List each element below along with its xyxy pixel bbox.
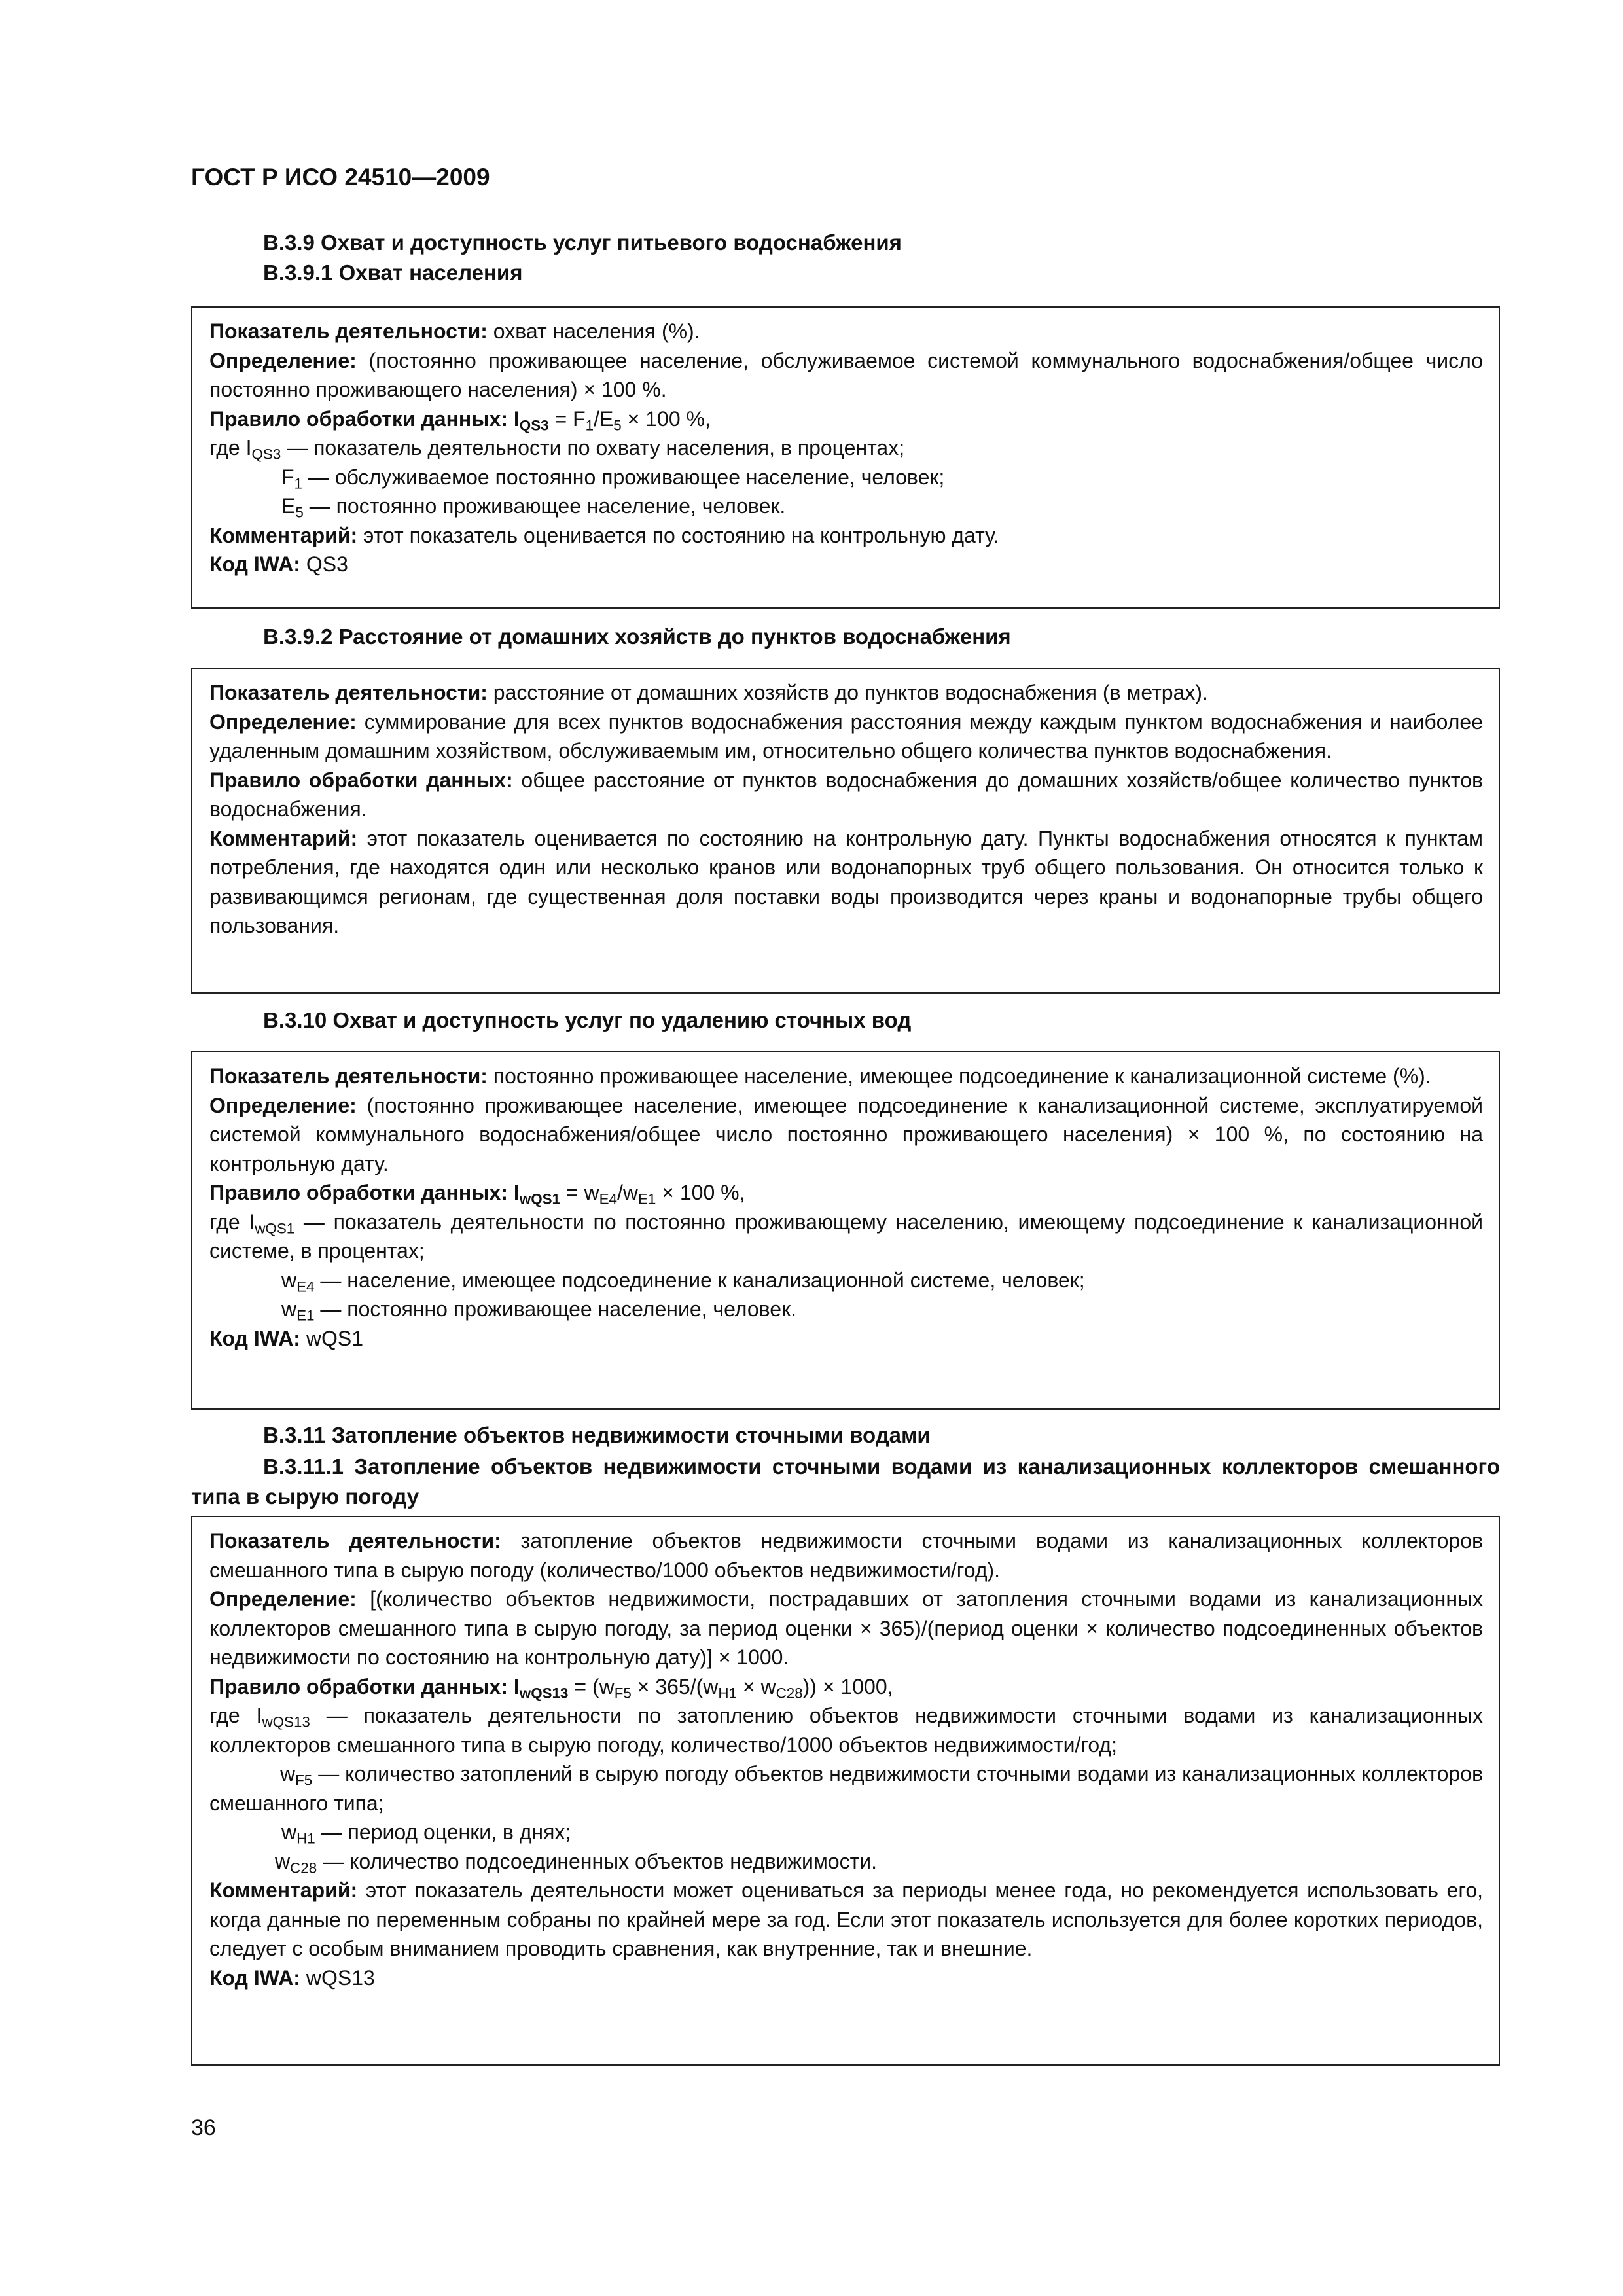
section-heading-b39: В.3.9 Охват и доступность услуг питьевого водоснабжения [263, 230, 902, 255]
label-iwa-code: Код IWA: [209, 1326, 300, 1350]
section-heading-b3111: В.3.11.1 Затопление объектов недвижимости сточными водами из канализационных коллекторов смешанного типа в сырую погоду [191, 1454, 1500, 1509]
page-number: 36 [191, 2115, 216, 2140]
comment-text: этот показатель деятельности может оцениваться за периоды менее года, но рекомендуется использовать его, когда данные по переменным собраны по крайней мере за год. Если этот показатель используется для более коротких периодов, следует с особым вниманием проводить сравнения, как внутренние, так и внешние. [209, 1878, 1483, 1960]
label-definition: Определение: [209, 348, 357, 372]
formula: $I_{QS3}$ [508, 406, 549, 434]
comment-text: этот показатель оценивается по состоянию на контрольную дату. [357, 523, 999, 547]
where-line: где $I_{QS3}$ — показатель деятельности по охвату населения, в процентах; [209, 436, 905, 463]
label-indicator: Показатель деятельности: [209, 319, 488, 343]
definition-text: [(количество объектов недвижимости, пострадавших от затопления сточными водами из канализационных коллекторов смешанного типа в сырую погоду, за период оценки × 365)/(период оценки × количество подсоединенных объектов недвижимости по состоянию на контрольную дату)] × 1000. [209, 1587, 1483, 1669]
section-heading-b392: В.3.9.2 Расстояние от домашних хозяйств до пунктов водоснабжения [263, 624, 1011, 649]
definition-text: (постоянно проживающее население, обслуживаемое системой коммунального водоснабжения/общее число постоянно проживающего населения) × 100 %. [209, 348, 1483, 401]
document-code: ГОСТ Р ИСО 24510—2009 [191, 164, 490, 190]
variable-line: $w_{E1}$ — постоянно проживающее население, человек. [281, 1297, 796, 1324]
section-heading-b310: В.3.10 Охват и доступность услуг по удалению сточных вод [263, 1008, 912, 1032]
label-definition: Определение: [209, 1587, 357, 1611]
variable-line: $w_{C28}$ — количество подсоединенных объектов недвижимости. [275, 1849, 878, 1876]
label-rule: Правило обработки данных: [209, 1181, 508, 1204]
indicator-text: постоянно проживающее население, имеющее подсоединение к канализационной системе (%). [487, 1064, 1431, 1088]
label-definition: Определение: [209, 709, 357, 734]
variable-line: $w_{F5}$ — количество затоплений в сырую погоду объектов недвижимости сточными водами из канализационных коллекторов смешанного типа; [209, 1762, 1483, 1815]
where-line: где $I_{wQS1}$ — показатель деятельности по постоянно проживающему населению, имеющему подсоединение к канализационной системе, в процентах; [209, 1210, 1484, 1263]
indicator-box-wqs13: Показатель деятельности: затопление объектов недвижимости сточными водами из канализационных коллекторов смешанного типа в сырую погоду (количество/1000 объектов недвижимости/год). Определение: [(количество объектов недвижимости, пострадавших от затопления сточными водами из канализационных коллекторов смешанного типа в сырую погоду, за период оценки × 365)/(период оценки × количество подсоединенных объектов недвижимости по состоянию на контрольную дату)] × 1000. Правило обработки данных: $I_{wQS13} = (w_{F5} \times 365/(w_{H1} \times w_{C28})) \times 1000$, где $I_{wQS13}$ — показатель деятельности по затоплению объектов недвижимости сточными водами из канализационных коллекторов смешанного типа в сырую погоду, количество/1000 объектов недвижимости/год; $w_{F5}$ — количество затоплений в сырую погоду объектов недвижимости сточными водами из канализационных коллекторов смешанного типа; $w_{H1}$ — период оценки, в днях; $w_{C28}$ — количество подсоединенных объектов недвижимости. Комментарий: этот показатель деятельности может оцениваться за периоды менее года, но рекомендуется использовать его, когда данные по переменным собраны по крайней мере за год. Если этот показатель используется для более коротких периодов, следует с особым вниманием проводить сравнения, как внутренние, так и внешние. Код IWA: wQS13 [191, 1516, 1500, 2066]
indicator-text: затопление объектов недвижимости сточными водами из канализационных коллекторов смешанного типа в сырую погоду (количество/1000 объектов недвижимости/год). [209, 1529, 1484, 1582]
section-heading-b311: В.3.11 Затопление объектов недвижимости сточными водами [263, 1423, 931, 1447]
rule-text: общее расстояние от пунктов водоснабжения до домашних хозяйств/общее количество пунктов водоснабжения. [209, 768, 1484, 821]
variable-line: $w_{E4}$ — население, имеющее подсоединение к канализационной системе, человек; [281, 1268, 1085, 1295]
label-comment: Комментарий: [209, 826, 358, 850]
label-rule: Правило обработки данных: [209, 1674, 508, 1698]
indicator-text: охват населения (%). [487, 319, 700, 343]
comment-text: этот показатель оценивается по состоянию на контрольную дату. Пункты водоснабжения относятся к пунктам потребления, где находятся один или несколько кранов или водонапорных труб общего пользования. Он относится только к развивающимся регионам, где существенная доля поставки воды производится через краны и водонапорные трубы общего пользования. [209, 826, 1483, 937]
formula: $I_{wQS1}$ [508, 1181, 561, 1208]
label-iwa-code: Код IWA: [209, 1965, 300, 1990]
formula: $I_{wQS13}$ [508, 1674, 569, 1702]
label-rule: Правило обработки данных: [209, 406, 508, 431]
label-rule: Правило обработки данных: [209, 768, 513, 792]
indicator-text: расстояние от домашних хозяйств до пунктов водоснабжения (в метрах). [487, 681, 1208, 704]
definition-text: суммирование для всех пунктов водоснабжения расстояния между каждым пунктом водоснабжения и наиболее удаленным домашним хозяйством, обслуживаемым им, относительно общего количества пунктов водоснабжения. [209, 709, 1483, 762]
where-line: где $I_{wQS13}$ — показатель деятельности по затоплению объектов недвижимости сточными водами из канализационных коллекторов смешанного типа в сырую погоду, количество/1000 объектов недвижимости/год; [209, 1704, 1484, 1757]
iwa-code: wQS13 [300, 1965, 375, 1990]
variable-line: $F_1$ — обслуживаемое постоянно проживающее население, человек; [281, 465, 945, 492]
label-indicator: Показатель деятельности: [209, 681, 488, 704]
label-indicator: Показатель деятельности: [209, 1529, 501, 1552]
indicator-box-qs3: Показатель деятельности: охват населения (%). Определение: (постоянно проживающее население, обслуживаемое системой коммунального водоснабжения/общее число постоянно проживающего населения) × 100 %. Правило обработки данных: $I_{QS3} = F_1/E_5 \times 100$ %, где $I_{QS3}$ — показатель деятельности по охвату населения, в процентах; $F_1$ — обслуживаемое постоянно проживающее население, человек; $E_5$ — постоянно проживающее население, человек. Комментарий: этот показатель оценивается по состоянию на контрольную дату. Код IWA: QS3 [191, 306, 1500, 609]
variable-line: $E_5$ — постоянно проживающее население, человек. [281, 494, 786, 521]
label-indicator: Показатель деятельности: [209, 1064, 488, 1088]
label-iwa-code: Код IWA: [209, 552, 300, 576]
definition-text: (постоянно проживающее население, имеющее подсоединение к канализационной системе, эксплуатируемой системой коммунального водоснабжения/общее число постоянно проживающего населения) × 100 %, по состоянию на контрольную дату. [209, 1093, 1483, 1175]
label-comment: Комментарий: [209, 523, 358, 547]
indicator-box-distance [191, 668, 1500, 994]
iwa-code: wQS1 [300, 1326, 363, 1350]
label-comment: Комментарий: [209, 1878, 358, 1902]
section-heading-b391: В.3.9.1 Охват населения [263, 260, 523, 285]
variable-line: $w_{H1}$ — период оценки, в днях; [281, 1820, 571, 1847]
indicator-box-wqs1: Показатель деятельности: постоянно проживающее население, имеющее подсоединение к канализационной системе (%). Определение: (постоянно проживающее население, имеющее подсоединение к канализационной системе, эксплуатируемой системой коммунального водоснабжения/общее число постоянно проживающего населения) × 100 %, по состоянию на контрольную дату. Правило обработки данных: $I_{wQS1} = w_{E4}/w_{E1} \times 100$ %, где $I_{wQS1}$ — показатель деятельности по постоянно проживающему населению, имеющему подсоединение к канализационной системе, в процентах; $w_{E4}$ — население, имеющее подсоединение к канализационной системе, человек; $w_{E1}$ — постоянно проживающее население, человек. Код IWA: wQS1 [191, 1051, 1500, 1410]
iwa-code: QS3 [300, 552, 348, 576]
label-definition: Определение: [209, 1093, 357, 1117]
